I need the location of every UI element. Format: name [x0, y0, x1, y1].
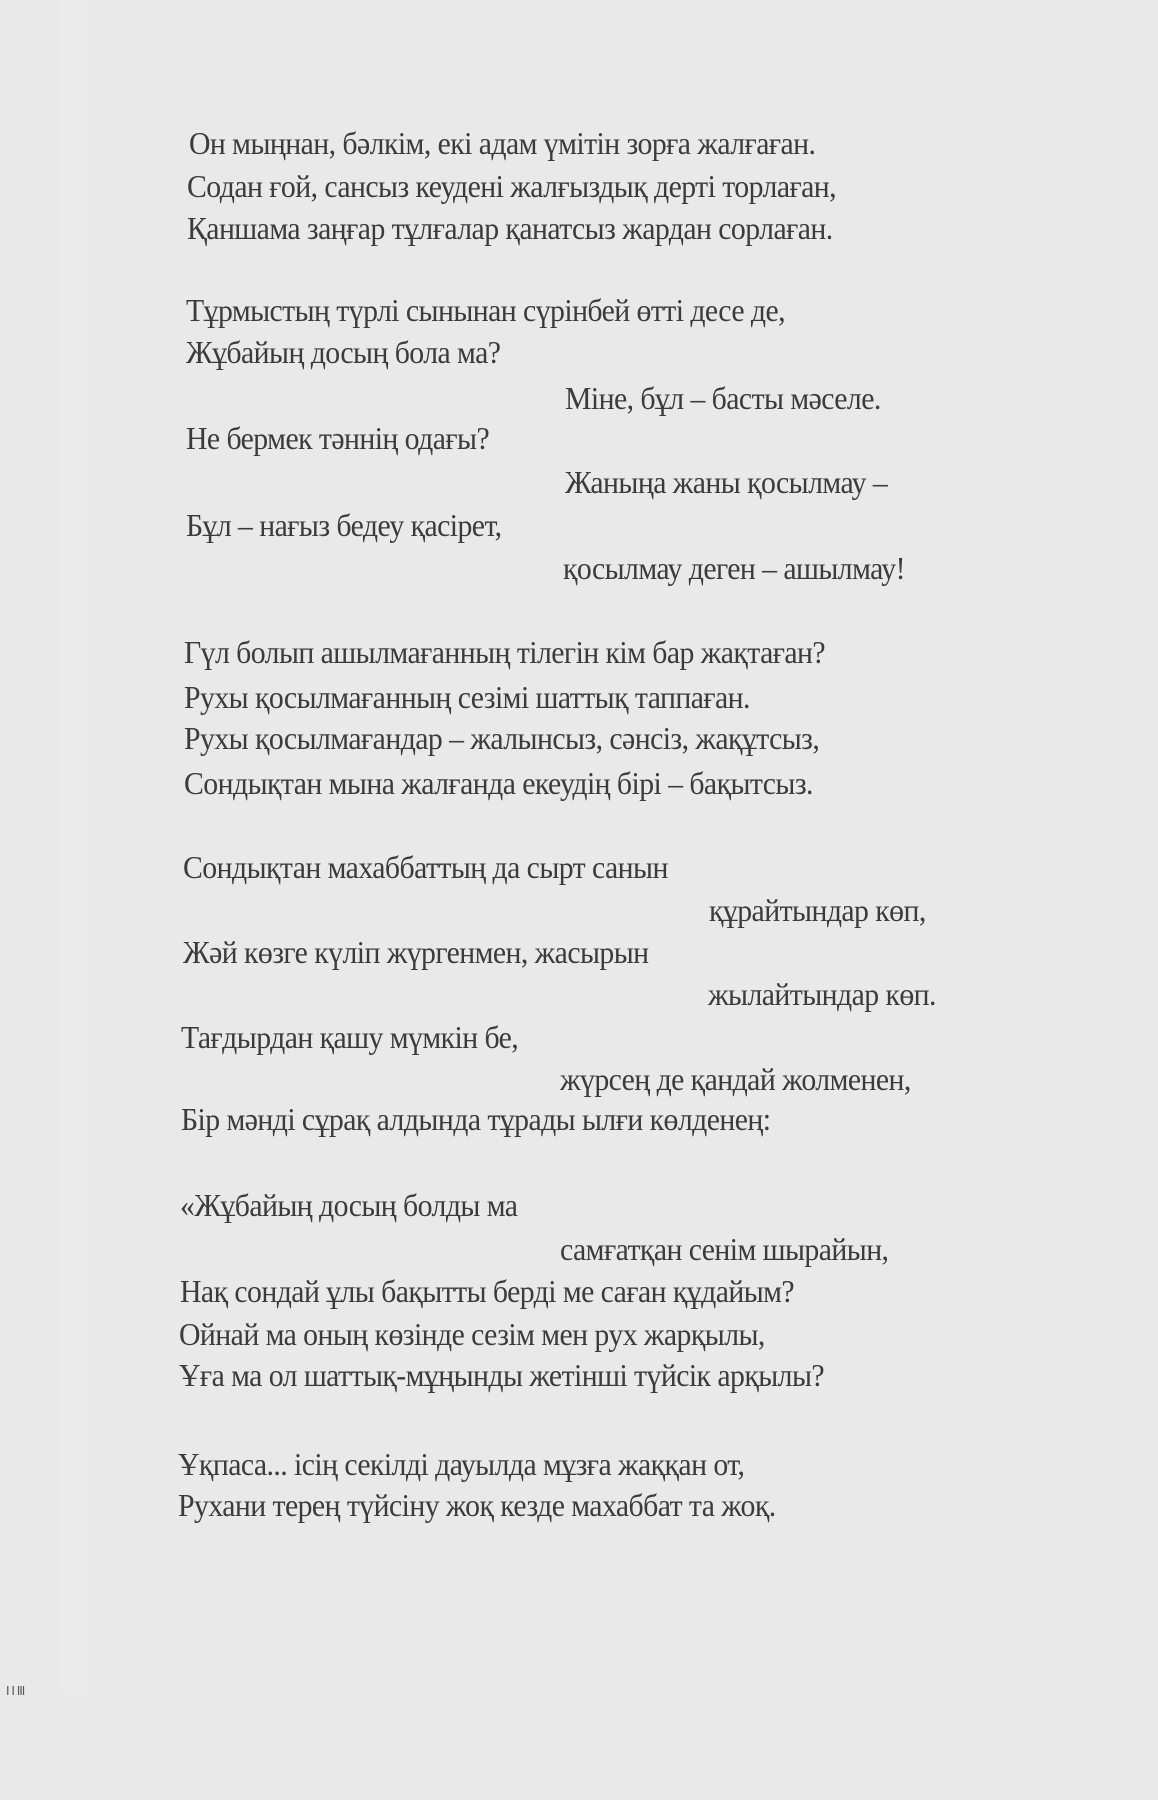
- poem-line: «Жұбайың досың болды ма: [180, 1187, 518, 1223]
- poem-line: Ойнай ма оның көзінде сезім мен рух жарқылы,: [179, 1316, 765, 1352]
- poem-line: Бір мәнді сұрақ алдында тұрады ылғи көлденең:: [181, 1101, 771, 1137]
- poem-line-indented: жүрсең де қандай жолменен,: [560, 1061, 911, 1097]
- poem-line: Гүл болып ашылмағанның тілегін кім бар жақтаған?: [184, 634, 826, 670]
- poem-line: Тағдырдан қашу мүмкін бе,: [181, 1019, 519, 1055]
- poem-line-indented: жылайтындар көп.: [708, 976, 936, 1012]
- poem-line: Жәй көзге күліп жүргенмен, жасырын: [183, 934, 649, 970]
- poem-line-indented: Жаныңа жаны қосылмау –: [565, 464, 888, 500]
- poem-line: Ұқпаса... ісің секілді дауылда мұзға жаққан от,: [178, 1446, 745, 1482]
- poem-line: Не бермек тәннің одағы?: [186, 420, 490, 456]
- poem-line: Рухани терең түйсіну жоқ кезде махаббат та жоқ.: [178, 1487, 776, 1523]
- poem-line: Нақ сондай ұлы бақытты берді ме саған құдайым?: [180, 1273, 795, 1309]
- poem-line-indented: құрайтындар көп,: [709, 892, 926, 928]
- poem-line: Сондықтан мына жалғанда екеудің бірі – бақытсыз.: [184, 765, 813, 801]
- poem-line: Жұбайың досың бола ма?: [186, 334, 501, 370]
- poem-line: Ұға ма ол шаттық-мұңынды жетінші түйсік арқылы?: [179, 1357, 825, 1393]
- page-edge-shadow: [60, 0, 90, 1690]
- poem-line: Бұл – нағыз бедеу қасірет,: [186, 507, 502, 543]
- poem-line: Рухы қосылмағандар – жалынсыз, сәнсіз, жақұтсыз,: [184, 720, 820, 756]
- poem-line: Рухы қосылмағанның сезімі шаттық таппаған.: [184, 679, 750, 715]
- poem-line: Он мыңнан, бәлкім, екі адам үмітін зорға жалғаған.: [189, 125, 816, 161]
- poem-line: Содан ғой, сансыз кеудені жалғыздық дерті торлаған,: [187, 168, 837, 204]
- poem-line: Тұрмыстың түрлі сынынан сүрінбей өтті десе де,: [186, 292, 785, 328]
- scan-margin-mark: I I III: [6, 1684, 25, 1698]
- poem-line-indented: қосылмау деген – ашылмау!: [563, 550, 905, 586]
- poem-line-indented: Міне, бұл – басты мәселе.: [565, 380, 881, 416]
- poem-line: Қаншама заңғар тұлғалар қанатсыз жардан сорлаған.: [187, 210, 833, 246]
- poem-line: Сондықтан махаббаттың да сырт санын: [183, 849, 668, 885]
- poem-line-indented: самғатқан сенім шырайын,: [560, 1231, 889, 1267]
